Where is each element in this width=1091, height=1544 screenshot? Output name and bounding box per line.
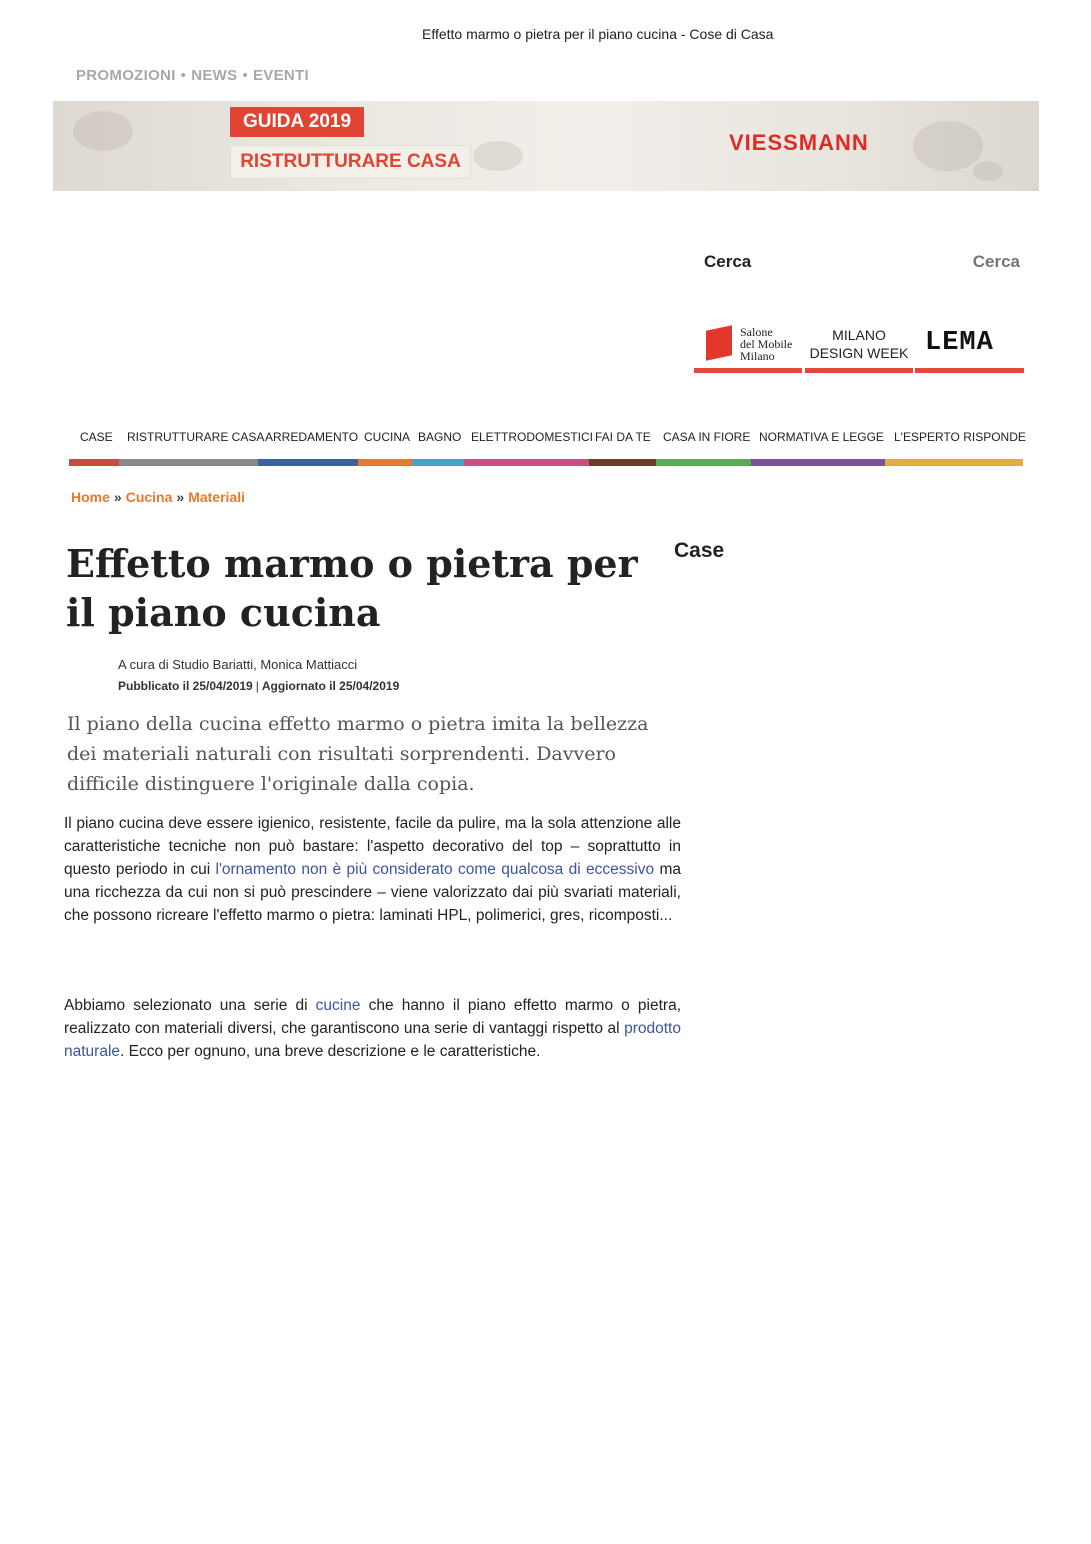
topnav-promozioni[interactable]: PROMOZIONI [76,67,176,84]
salone-line: Milano [740,349,775,363]
article-title: Effetto marmo o pietra per il piano cucina [66,541,638,635]
nav-item-normativa-e-legge[interactable]: NORMATIVA E LEGGE [759,430,884,444]
breadcrumb-cucina[interactable]: Cucina [125,489,173,505]
salone-line: del Mobile [740,337,793,351]
nav-color-bar [358,459,412,466]
topnav-eventi[interactable]: EVENTI [253,67,309,84]
breadcrumb-materiali[interactable]: Materiali [188,489,245,505]
nav-item-fai-da-te[interactable]: FAI DA TE [595,430,651,444]
sponsor-salone-mobile[interactable] [694,318,802,373]
mdw-logo-text [805,326,913,362]
nav-color-bar [119,459,258,466]
nav-color-bar [69,459,119,466]
mdw-line: DESIGN WEEK [809,345,909,361]
nav-color-bar [258,459,358,466]
nav-item-ristrutturare-casa[interactable]: RISTRUTTURARE CASA [127,430,265,444]
banner-guida-label: GUIDA 2019 [230,107,364,137]
paragraph-text: . Ecco per ognuno, una breve descrizione e le caratteristiche. [120,1043,541,1060]
salone-logo-text [740,326,792,362]
search-label: Cerca [704,252,752,271]
article-paragraph-1 [64,812,681,927]
nav-item-arredamento[interactable]: ARREDAMENTO [265,430,359,444]
date-separator: | [255,679,259,693]
breadcrumb-separator: » [113,489,122,505]
nav-color-bar [412,459,464,466]
published-date: Pubblicato il 25/04/2019 [118,679,253,693]
mdw-line: MILANO [832,327,886,343]
prodotto-naturale-link[interactable]: prodotto naturale [64,1020,681,1060]
updated-date: Aggiornato il 25/04/2019 [261,679,400,693]
nav-item-case[interactable]: CASE [80,430,113,444]
article-byline: A cura di Studio Bariatti, Monica Mattiacci [118,657,358,672]
paragraph-text: che hanno il piano effetto marmo o pietra, realizzato con materiali diversi, che garantiscono una serie di vantaggi rispetto al [64,997,681,1037]
article-dates [118,679,399,693]
sponsor-lema[interactable] [915,318,1024,373]
paragraph-text: Abbiamo selezionato una serie di [64,997,316,1014]
nav-color-bar [885,459,1023,466]
page-header-title: Effetto marmo o pietra per il piano cucina - Cose di Casa [422,26,774,42]
nav-item-bagno[interactable]: BAGNO [418,430,462,444]
topnav-separator: • [180,67,187,84]
nav-color-bar [464,459,589,466]
viessmann-logo: VIESSMANN [729,130,869,155]
cucine-link[interactable]: cucine [315,997,361,1014]
nav-color-bar [589,459,656,466]
salone-line: Salone [740,325,773,339]
nav-item-elettrodomestici[interactable]: ELETTRODOMESTICI [471,430,594,444]
sponsor-milano-design-week[interactable] [805,318,913,373]
topnav-news[interactable]: NEWS [191,67,238,84]
lema-logo: LEMA [925,328,994,358]
breadcrumb-home[interactable]: Home [71,489,110,505]
topnav-separator: • [242,67,248,84]
ad-banner[interactable] [53,101,1039,191]
article-paragraph-2 [64,994,681,1063]
top-nav [76,67,309,84]
salone-logo-icon [706,325,732,361]
banner-ristrutturare-label: RISTRUTTURARE CASA [230,145,471,179]
nav-item-casa-in-fiore[interactable]: CASA IN FIORE [663,430,751,444]
nav-color-bar [751,459,885,466]
ornamento-link[interactable]: l'ornamento non è più considerato come qualcosa di eccessivo [215,861,655,878]
breadcrumb-separator: » [176,489,185,505]
nav-color-bar [656,459,751,466]
paragraph-text: ma una ricchezza da cui non si può prescindere – viene valorizzato dai più svariati materiali, che possono ricreare l'effetto marmo o pietra: laminati HPL, polimerici, gres, ricomposti... [64,861,681,924]
paragraph-text: Il piano cucina deve essere igienico, resistente, facile da pulire, ma la sola attenzione alle caratteristiche tecniche non può bastare: l'aspetto decorativo del top – soprattutto in questo periodo in cui [64,815,681,878]
main-nav [69,430,1026,470]
nav-item-esperto-risponde[interactable]: L'ESPERTO RISPONDE [894,430,1026,444]
sidebar-title: Case [674,539,725,562]
search-input[interactable] [860,248,1020,276]
breadcrumb [71,489,245,505]
article-lead: Il piano della cucina effetto marmo o pietra imita la bellezza dei materiali naturali con risultati sorprendenti. Davvero difficile distinguere l'originale dalla copia. [67,713,649,795]
nav-item-cucina[interactable]: CUCINA [364,430,411,444]
